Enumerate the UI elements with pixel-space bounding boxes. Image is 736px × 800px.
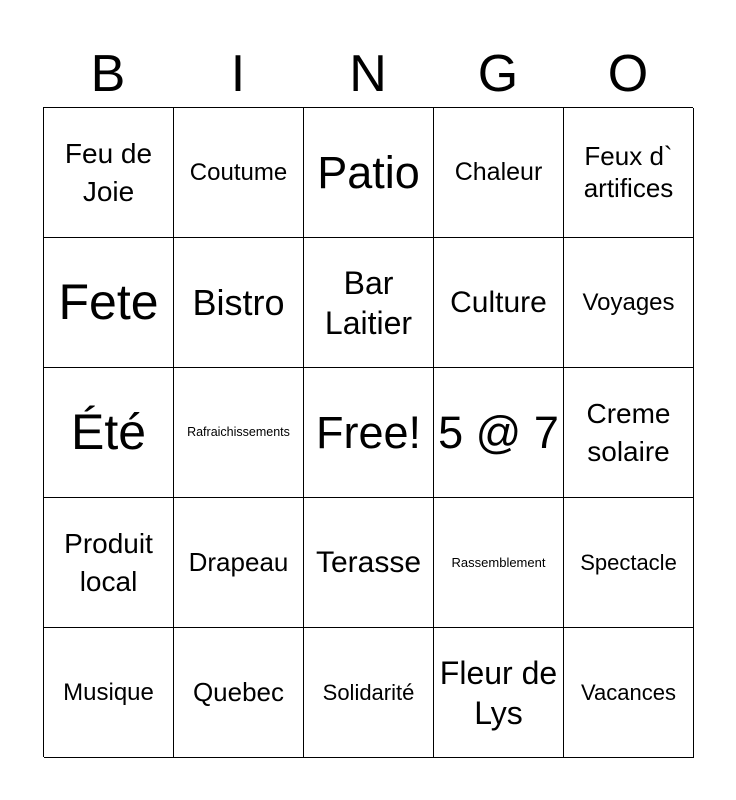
bingo-cell: Rassemblement <box>434 498 564 628</box>
bingo-cell: Feux d` artifices <box>564 108 694 238</box>
bingo-cell: Drapeau <box>174 498 304 628</box>
bingo-cell: Creme solaire <box>564 368 694 498</box>
header-letter-g: G <box>477 45 519 103</box>
header-letter-i: I <box>230 45 246 103</box>
bingo-cell: Rafraichissements <box>174 368 304 498</box>
bingo-cell: Bistro <box>174 238 304 368</box>
bingo-header <box>43 40 693 108</box>
bingo-cell: Fete <box>44 238 174 368</box>
header-letter-b: B <box>90 45 126 103</box>
bingo-cell: Spectacle <box>564 498 694 628</box>
bingo-cell: Été <box>44 368 174 498</box>
bingo-cell: Free! <box>304 368 434 498</box>
bingo-cell: Chaleur <box>434 108 564 238</box>
bingo-cell: Musique <box>44 628 174 758</box>
bingo-cell: Vacances <box>564 628 694 758</box>
bingo-cell: Feu de Joie <box>44 108 174 238</box>
bingo-cell: Patio <box>304 108 434 238</box>
bingo-cell: Produit local <box>44 498 174 628</box>
bingo-cell: Bar Laitier <box>304 238 434 368</box>
header-letter-o: O <box>607 45 649 103</box>
bingo-cell: Culture <box>434 238 564 368</box>
bingo-cell: Terasse <box>304 498 434 628</box>
bingo-cell: Fleur de Lys <box>434 628 564 758</box>
header-letter-n: N <box>349 45 387 103</box>
bingo-cell: Quebec <box>174 628 304 758</box>
bingo-grid <box>43 107 693 757</box>
bingo-cell: Solidarité <box>304 628 434 758</box>
bingo-cell: Coutume <box>174 108 304 238</box>
bingo-cell: 5 @ 7 <box>434 368 564 498</box>
bingo-cell: Voyages <box>564 238 694 368</box>
